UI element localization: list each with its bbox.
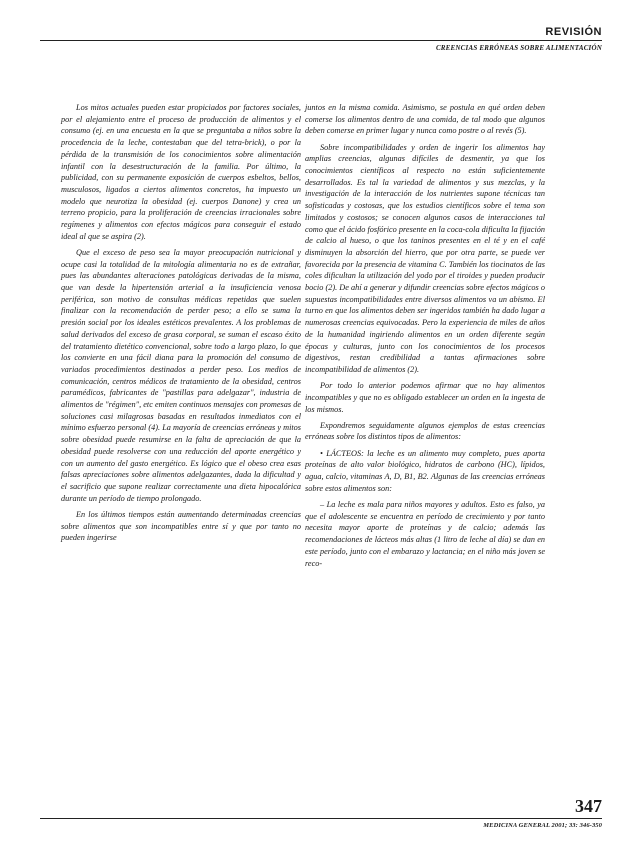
journal-citation: MEDICINA GENERAL 2001; 33: 346-350 bbox=[483, 822, 602, 829]
paragraph: Que el exceso de peso sea la mayor preocupación nutricional y ocupe casi la totalidad de la mitología alimentaria no es de extrañar, pues las abundantes alteraciones patológicas derivadas de la misma, que van desde la hipertensión arterial a la insuficiencia venosa periférica, son motivo de consultas médicas repetidas que suelen finalizar con la recomendación de perder peso; a ello se suma la presión social por los ideales estéticos prevalentes. A los problemas de salud derivados del exceso de grasa corporal, se suman el escaso éxito del tratamiento dietético convencional, sobre todo a largo plazo, lo que los convierte en una fácil diana para la promoción del consumo de variados procedimientos destinados a perder peso. Los medios de comunicación, centros médicos de tratamiento de la obesidad, centros paramédicos, fabricantes de "pastillas para adelgazar", industria de alimentos de "régimen", etc emiten continuos mensajes con promesas de soluciones casi milagrosas basadas en resultados inmediatos con el mínimo esfuerzo personal (4). La mayoría de creencias erróneas y mitos sobre obesidad puede resumirse en la falta de apreciación de que la obesidad puede resolverse con una reducción del aporte energético y con un aumento del gasto energético. Es lógico que el obeso crea esas falsas apreciaciones sobre alimentos adelgazantes, dada la dificultad y el sacrificio que supone realizar correctamente una dieta hipocalórica durante un período de tiempo prolongado. bbox=[61, 247, 301, 503]
paragraph: Los mitos actuales pueden estar propiciados por factores sociales, por el alejamiento entre el proceso de producción de alimentos y el consumo (ej. en una encuesta en la que se preguntaba a niños sobre la procedencia de la leche, contestaban que del tetra-brick), o por la pérdida de la transmisión de los conocimientos sobre alimentación infantil con la desestructuración de la familia. Por último, la publicidad, con su permanente exposición de cuerpos esbeltos, bellos, musculosos, ligados a ciertos alimentos concretos, ha impuesto un modelo que neurotiza la obesidad (ej. cuerpos Danone) y crea un terreno propicio, para la proliferación de creencias irracionales sobre regímenes y alimentos con efectos mágicos para conseguir el estado ideal al que se aspira (2). bbox=[61, 103, 301, 241]
header-divider bbox=[40, 40, 602, 41]
paragraph: Sobre incompatibilidades y orden de ingerir los alimentos hay amplias creencias, algunas difíciles de desmentir, ya que los conocimientos científicos al respecto no están suficientemente desarrollados. Es tal la variedad de alimentos y sus mezclas, y la investigación de la interacción de los nutrientes supone técnicas tan sofisticadas y costosas, que los estudios científicos sobre el tema son limitados y costosos; se conocen algunos casos de interacciones tal como que el ácido fosfórico presente en la coca-cola dificulta la fijación de calcio al hueso, o que los taninos presentes en el té y en el café disminuyen la absorción del hierro, que por otra parte, se puede ver favorecida por la presencia de vitamina C. También los tiocinatos de las coles dificultan la utilización del yodo por el tiroides y pueden producir bocio (2). De ahí a generar y difundir creencias sobre efectos mágicos o supuestas incompatibilidades entre diversos alimentos va un abismo. El turno en que los alimentos deben ser ingeridos también ha dado lugar a numerosas creencias equivocadas. Pero la experiencia de miles de años de la humanidad ingiriendo alimentos en un orden diferente según épocas y culturas, junto con los conocimientos de los procesos digestivos, restan credibilidad a tantas afirmaciones sobre incompatibilidad de alimentos (2). bbox=[305, 142, 545, 374]
paragraph: – La leche es mala para niños mayores y adultos. Esto es falso, ya que el adolescente se encuentra en período de crecimiento y por tanto necesita mayor aporte de proteínas y de calcio; además las recomendaciones de lácteos más altas (1 litro de leche al día) se dan en este período, junto con el embarazo y lactancia; en el niño más joven se reco- bbox=[305, 500, 545, 568]
paragraph: Expondremos seguidamente algunos ejemplos de estas creencias erróneas sobre los distintos tipos de alimentos: bbox=[305, 420, 545, 442]
paragraph: En los últimos tiempos están aumentando determinadas creencias sobre alimentos que son incompatibles entre sí y que por tanto no pueden ingerirse bbox=[61, 509, 301, 543]
left-column bbox=[61, 102, 301, 549]
paragraph: Por todo lo anterior podemos afirmar que no hay alimentos incompatibles y que no es obligado establecer un orden en la ingesta de los mismos. bbox=[305, 381, 545, 414]
running-title: CREENCIAS ERRÓNEAS SOBRE ALIMENTACIÓN bbox=[435, 44, 602, 52]
footer-divider bbox=[40, 818, 602, 819]
page-number: 347 bbox=[575, 796, 602, 816]
paragraph: • LÁCTEOS: la leche es un alimento muy completo, pues aporta proteínas de alto valor biológico, hidratos de carbono (HC), lípidos, agua, calcio, vitaminas A, D, B1, B2. Algunas de las creencias erróneas sobre estos alimentos son: bbox=[305, 448, 545, 493]
paragraph: juntos en la misma comida. Asimismo, se postula en qué orden deben comerse los alimentos dentro de una comida, de tal modo que algunos deben comerse en primer lugar y nunca como postre o al revés (5). bbox=[305, 103, 545, 136]
right-column bbox=[305, 102, 545, 574]
section-title: REVISIÓN bbox=[545, 26, 602, 38]
